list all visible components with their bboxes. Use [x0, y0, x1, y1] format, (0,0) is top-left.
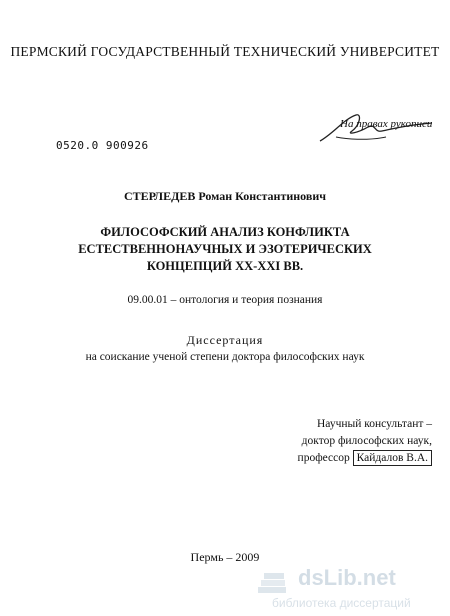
watermark-brand: dsLib.net — [298, 565, 396, 590]
advisor-title-line — [298, 450, 432, 467]
registry-code: 0520.0 900926 — [56, 139, 149, 152]
advisor-role: Научный консультант – — [317, 418, 432, 430]
work-type: Диссертация — [186, 333, 264, 347]
title-line: ФИЛОСОФСКИЙ АНАЛИЗ КОНФЛИКТА — [100, 225, 350, 239]
title-line: ЕСТЕСТВЕННОНАУЧНЫХ И ЭЗОТЕРИЧЕСКИХ — [78, 242, 372, 256]
watermark — [244, 565, 444, 615]
manuscript-rights-note: На правах рукописи — [340, 118, 433, 130]
city-year: Пермь – 2009 — [190, 550, 260, 564]
book-stack-icon — [256, 571, 290, 597]
dissertation-title — [0, 224, 450, 275]
title-line: КОНЦЕПЦИЙ XX-XXI ВВ. — [146, 259, 304, 273]
advisor-title: профессор — [297, 452, 350, 464]
advisor-name: Кайдалов В.А. — [353, 450, 432, 466]
specialty-code: 09.00.01 – онтология и теория познания — [127, 294, 323, 306]
university-name: ПЕРМСКИЙ ГОСУДАРСТВЕННЫЙ ТЕХНИЧЕСКИЙ УНИВЕРСИТЕТ — [10, 44, 440, 59]
author-name: СТЕРЛЕДЕВ Роман Константинович — [123, 189, 327, 203]
scientific-advisor — [298, 416, 432, 467]
watermark-subtitle: библиотека диссертаций — [272, 596, 411, 610]
advisor-degree: доктор философских наук, — [301, 435, 432, 447]
degree-line: на соискание ученой степени доктора философских наук — [85, 351, 365, 363]
